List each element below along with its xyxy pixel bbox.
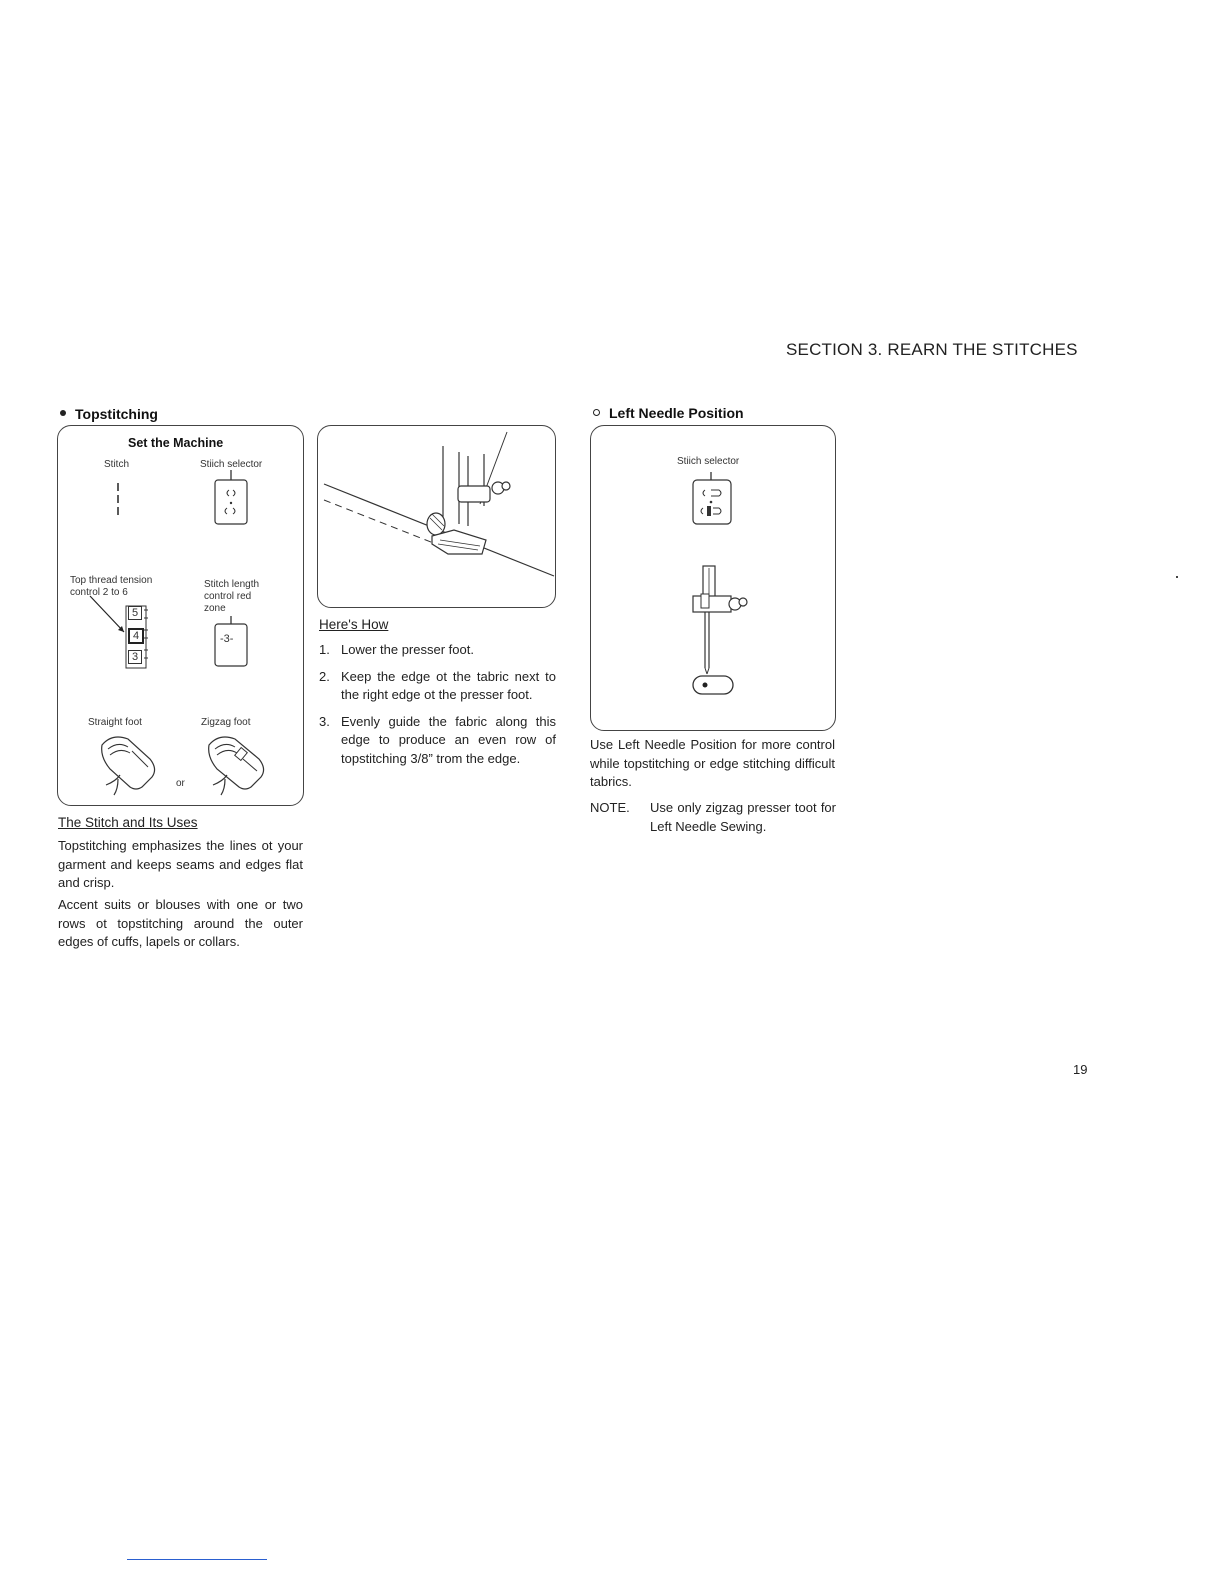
tension-value-3: 3 [128,650,142,664]
length-label-1: Stitch length [204,579,260,590]
length-label-2: control red [204,591,252,602]
step-item [319,713,556,769]
or-label: or [176,778,185,789]
tension-label-2: control 2 to 6 [70,587,128,598]
step-number: 2. [319,668,330,684]
stitch-selector-label: Stiich selector [200,459,263,470]
left-needle-heading [593,405,744,421]
tension-label-1: Top thread tension [70,575,153,586]
step-item [319,668,556,705]
stray-dot [1176,576,1178,578]
straight-foot-icon [96,731,166,799]
steps-list [319,641,556,776]
note-label: NOTE. [590,800,630,815]
presser-foot-panel [317,425,556,608]
bullet-icon [60,410,66,416]
zigzag-foot-label: Zigzag foot [201,717,251,728]
uses-heading: The Stitch and Its Uses [58,815,198,830]
straight-stitch-icon [113,481,123,521]
step-text: Keep the edge ot the tabric next to the right edge ot the presser foot. [341,668,556,702]
left-needle-selector-label: Stiich selector [677,456,740,467]
straight-foot-label: Straight foot [88,717,142,728]
left-needle-description: Use Left Needle Position for more control while topstitching or edge stitching difficult tabrics. [590,737,835,789]
length-label-3: zone [204,603,226,614]
left-needle-title: Left Needle Position [609,405,744,421]
tension-value-4: 4 [128,628,144,644]
heres-how-heading: Here's How [319,617,389,632]
step-number: 3. [319,713,330,729]
page-number: 19 [1073,1062,1088,1077]
stitch-length-value: -3- [220,633,234,645]
step-text: Lower the presser foot. [341,642,474,657]
uses-paragraph-2: Accent suits or blouses with one or two rows ot topstitching around the outer edges of cuffs, lapels or collars. [58,897,303,949]
presser-foot-illustration [318,426,557,609]
needle-clamp-icon [687,564,749,696]
section-header: SECTION 3. REARN THE STITCHES [786,340,1078,359]
bullet-icon [593,409,600,416]
step-item [319,641,556,660]
uses-paragraph-1: Topstitching emphasizes the lines ot your garment and keeps seams and edges flat and crisp. [58,838,303,890]
left-needle-panel [590,425,836,731]
step-text: Evenly guide the fabric along this edge to produce an even row of topstitching 3/8” trom the edge. [341,713,556,766]
set-machine-panel [57,425,304,806]
left-needle-selector-icon [691,472,735,526]
tension-value-5: 5 [128,606,142,620]
topstitching-heading [60,406,158,422]
stitch-label: Stitch [104,459,130,470]
step-number: 1. [319,642,330,657]
stitch-selector-icon [213,470,253,528]
set-machine-title: Set the Machine [128,436,224,450]
topstitching-title: Topstitching [75,406,158,422]
note-text: Use only zigzag presser toot for Left Needle Sewing. [650,800,836,834]
zigzag-foot-icon [203,731,278,799]
note-row [590,799,836,836]
bottom-rule [127,1559,267,1560]
